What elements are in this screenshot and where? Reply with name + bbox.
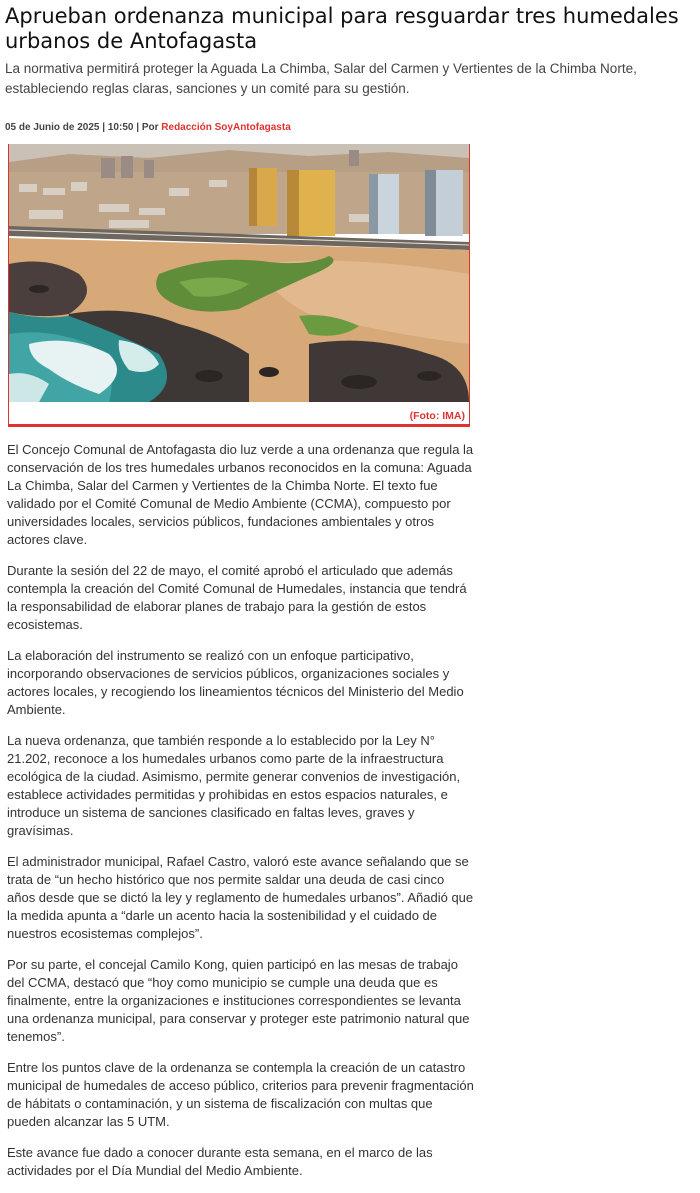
paragraph: Este avance fue dado a conocer durante esta semana, en el marco de las actividades por el Día Mundial del Medio Ambiente. (7, 1145, 433, 1178)
article-image (8, 144, 470, 427)
article-subtitle: La normativa permitirá proteger la Aguada La Chimba, Salar del Carmen y Vertientes de la Chimba Norte, estableciendo reglas claras, sanciones y un comité para su gestión. (5, 61, 637, 96)
paragraph: El Concejo Comunal de Antofagasta dio luz verde a una ordenanza que regula la conservación de los tres humedales urbanos reconocidos en la comuna: Aguada La Chimba, Salar del Carmen y Vertientes de la Chimba Norte. El texto fue validado por el Comité Comunal de Medio Ambiente (CCMA), compuesto por universidades locales, servicios públicos, fundaciones ambientales y otros actores clave. (7, 442, 474, 547)
paragraph: La nueva ordenanza, que también responde a lo establecido por la Ley N° 21.202, reconoce a los humedales urbanos como parte de la infraestructura ecológica de la ciudad. Asimismo, permite generar convenios de investigación, establece actividades permitidas y prohibidas en estos espacios naturales, e introduce un sistema de sanciones clasificado en faltas leves, graves y gravísimas. (7, 733, 461, 838)
publish-date: 05 de Junio de 2025 (5, 122, 100, 133)
article-meta (5, 122, 695, 134)
paragraph: La elaboración del instrumento se realizó con un enfoque participativo, incorporando observaciones de servicios públicos, organizaciones sociales y actores locales, y recogiendo los lineamientos técnicos del Ministerio del Medio Ambiente. (7, 648, 464, 717)
paragraph: El administrador municipal, Rafael Castro, valoró este avance señalando que se trata de “un hecho histórico que nos permite saldar una deuda de casi cinco años desde que se dictó la ley y reglamento de humedales urbanos”. Añadió que la medida apunta a “darle un acento hacia la sostenibilidad y el cuidado de nuestros ecosistemas complejos”. (7, 854, 474, 941)
aerial-coast-photo (9, 144, 469, 402)
article-body (5, 441, 475, 1180)
publish-time: 10:50 (107, 122, 134, 133)
paragraph: Por su parte, el concejal Camilo Kong, quien participó en las mesas de trabajo del CCMA, destacó que “hoy como municipio se cumple una deuda que es finalmente, entre la organizaciones e instituciones correspondientes se levanta una ordenanza municipal, para conservar y proteger este patrimonio natural que tenemos”. (7, 957, 470, 1044)
paragraph: Entre los puntos clave de la ordenanza se contempla la creación de un catastro municipal de humedales de acceso público, criterios para prevenir fragmentación de hábitats o contaminación, y un sistema de fiscalización con multas que pueden alcanzar las 5 UTM. (7, 1060, 474, 1129)
byline-prefix: Por (141, 122, 159, 133)
paragraph: Durante la sesión del 22 de mayo, el comité aprobó el articulado que además contempla la creación del Comité Comunal de Humedales, instancia que tendrá la responsabilidad de elaborar planes de trabajo para la gestión de estos ecosistemas. (7, 563, 467, 632)
article (5, 0, 695, 1193)
meta-separator: | (136, 122, 140, 133)
meta-separator: | (102, 122, 106, 133)
image-caption: (Foto: IMA) (409, 410, 465, 422)
author-link[interactable]: Redacción SoyAntofagasta (161, 122, 291, 133)
article-title: Aprueban ordenanza municipal para resguardar tres humedales urbanos de Antofagasta (5, 4, 679, 53)
